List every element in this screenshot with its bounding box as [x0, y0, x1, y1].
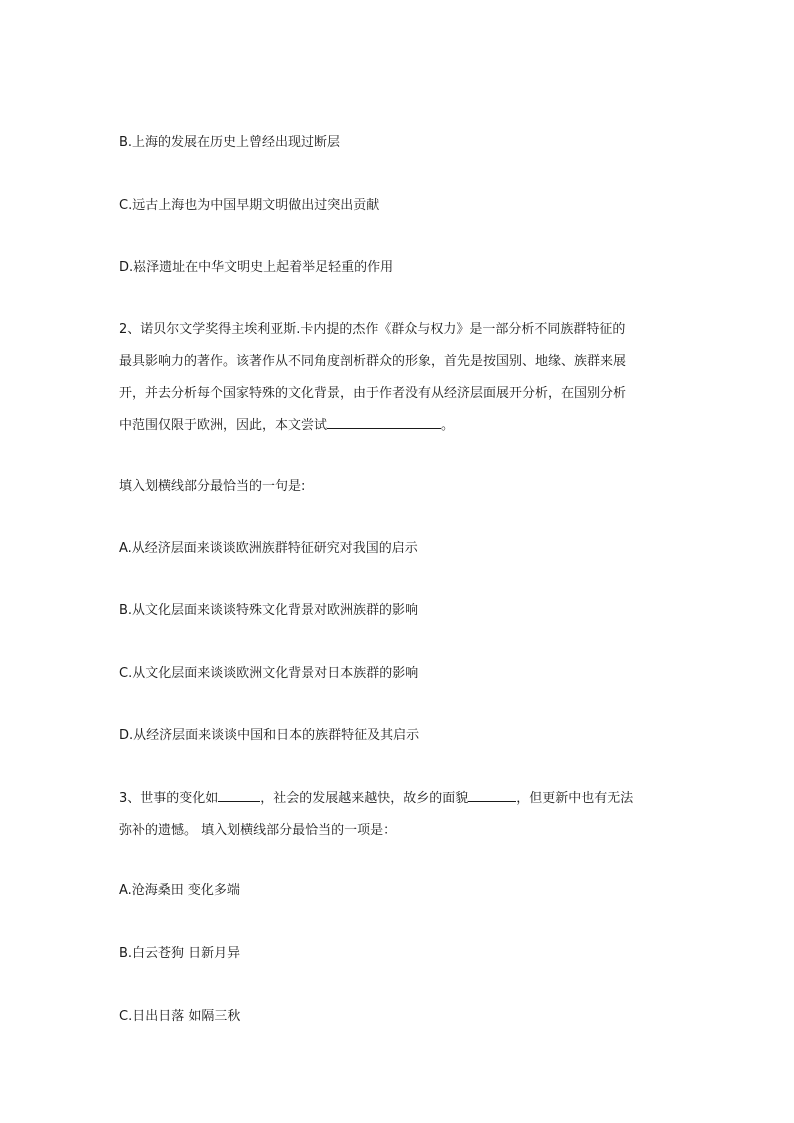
q3-stem: [119, 783, 679, 847]
q2-prompt: 填入划横线部分最恰当的一句是:: [119, 479, 306, 494]
q3-stem-text: ，但更新中也有无法: [516, 791, 634, 806]
q2-blank: [327, 416, 441, 429]
q2-stem-line: 开，并去分析每个国家特殊的文化背景，由于作者没有从经济层面展开分析，在国别分析: [119, 386, 627, 401]
q3-stem-line-2: 弥补的遗憾。 填入划横线部分最恰当的一项是：: [119, 823, 397, 838]
q3-option-a: A.沧海桑田 变化多端: [119, 883, 240, 898]
q2-stem-line-4: [119, 410, 679, 442]
q2-stem: [119, 314, 679, 442]
q2-option-d: D.从经济层面来谈谈中国和日本的族群特征及其启示: [119, 728, 420, 743]
q3-stem-text: ，社会的发展越来越快，故乡的面貌: [260, 791, 469, 806]
q1-option-b: B.上海的发展在历史上曾经出现过断层: [119, 135, 341, 150]
q3-blank-2: [468, 789, 516, 802]
q3-option-c: C.日出日落 如隔三秋: [119, 1009, 241, 1024]
q3-blank-1: [218, 789, 260, 802]
q2-stem-line: 2、诺贝尔文学奖得主埃利亚斯.卡内提的杰作《群众与权力》是一部分析不同族群特征的: [119, 322, 626, 337]
q2-stem-end: 。: [441, 418, 455, 433]
q2-option-c: C.从文化层面来谈谈欧洲文化背景对日本族群的影响: [119, 666, 419, 681]
q1-option-d: D.崧泽遗址在中华文明史上起着举足轻重的作用: [119, 260, 394, 275]
q2-stem-line: 最具影响力的著作。该著作从不同角度剖析群众的形象，首先是按国别、地缘、族群来展: [119, 354, 627, 369]
q2-option-b: B.从文化层面来谈谈特殊文化背景对欧洲族群的影响: [119, 603, 419, 618]
q2-option-a: A.从经济层面来谈谈欧洲族群特征研究对我国的启示: [119, 541, 418, 556]
q3-stem-text: 3、世事的变化如: [119, 791, 219, 806]
q3-option-b: B.白云苍狗 日新月异: [119, 946, 241, 961]
q2-stem-text: 中范围仅限于欧洲，因此，本文尝试: [119, 418, 328, 433]
q3-stem-line-1: [119, 783, 679, 815]
q1-option-c: C.远古上海也为中国早期文明做出过突出贡献: [119, 198, 380, 213]
